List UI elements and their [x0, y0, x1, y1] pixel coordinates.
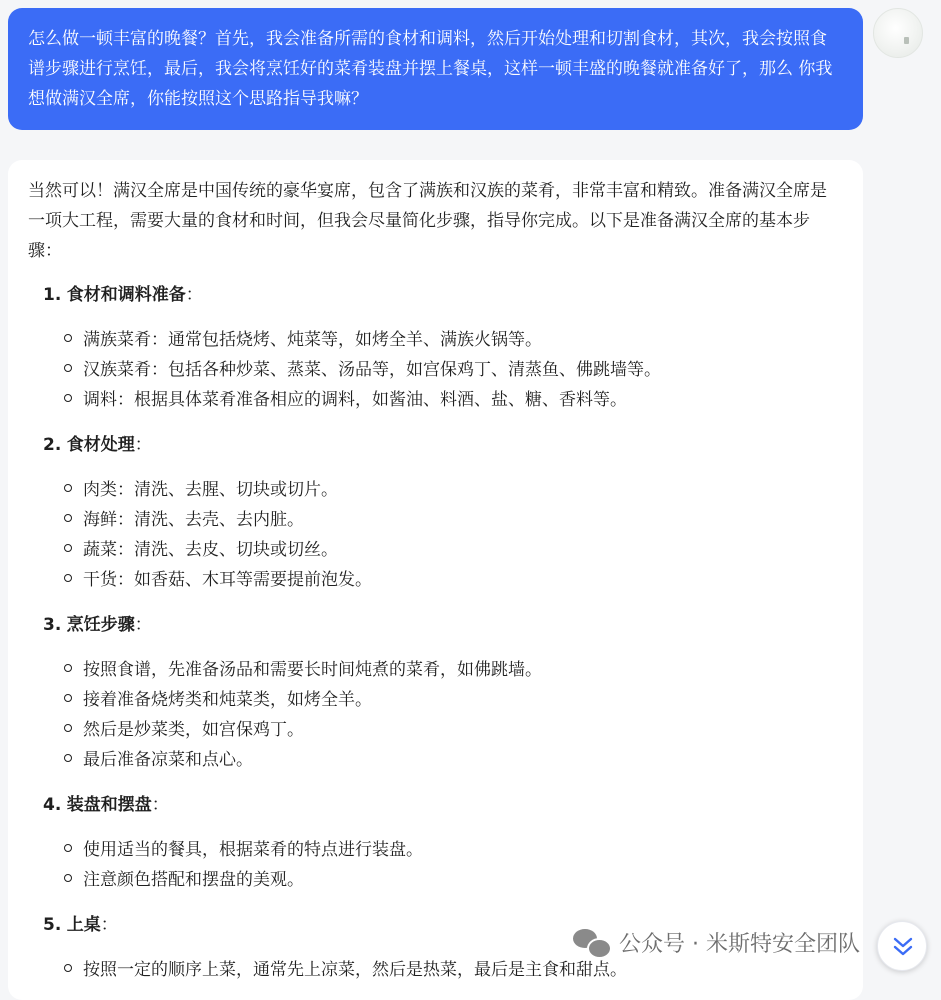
bullet-circle-icon	[64, 964, 72, 972]
assistant-answer-card	[8, 160, 863, 1000]
section-colon: ：	[134, 435, 152, 455]
bullet-circle-icon	[64, 694, 72, 702]
bullet-circle-icon	[64, 364, 72, 372]
list-item-text: 干货：如香菇、木耳等需要提前泡发。	[83, 570, 372, 590]
list-item-text: 肉类：清洗、去腥、切块或切片。	[83, 480, 338, 500]
list-item	[64, 325, 542, 355]
list-item-text: 使用适当的餐具，根据菜肴的特点进行装盘。	[83, 840, 423, 860]
section-title-5	[43, 910, 118, 940]
list-item-text: 海鲜：清洗、去壳、去内脏。	[83, 510, 304, 530]
section-colon: ：	[134, 615, 152, 635]
watermark-text: 公众号 · 米斯特安全团队	[619, 931, 860, 957]
section-name: 上桌	[66, 915, 101, 935]
section-colon: ：	[185, 285, 203, 305]
list-item	[64, 715, 304, 745]
list-item-text: 蔬菜：清洗、去皮、切块或切丝。	[83, 540, 338, 560]
list-item-text: 按照食谱，先准备汤品和需要长时间炖煮的菜肴，如佛跳墙。	[83, 660, 542, 680]
section-name: 烹饪步骤	[66, 615, 135, 635]
list-item-text: 接着准备烧烤类和炖菜类，如烤全羊。	[83, 690, 372, 710]
section-name: 食材处理	[66, 435, 135, 455]
list-item-text: 注意颜色搭配和摆盘的美观。	[83, 870, 304, 890]
bullet-circle-icon	[64, 544, 72, 552]
section-name: 装盘和摆盘	[66, 795, 152, 815]
section-number: 4.	[43, 795, 62, 815]
bullet-circle-icon	[64, 514, 72, 522]
bullet-circle-icon	[64, 874, 72, 882]
section-number: 1.	[43, 285, 62, 305]
list-item	[64, 565, 372, 595]
list-item	[64, 745, 253, 775]
list-item	[64, 505, 304, 535]
bullet-circle-icon	[64, 484, 72, 492]
list-item-text: 汉族菜肴：包括各种炒菜、蒸菜、汤品等，如宫保鸡丁、清蒸鱼、佛跳墙等。	[83, 360, 661, 380]
section-title-4	[43, 790, 169, 820]
list-item	[64, 475, 338, 505]
bullet-circle-icon	[64, 664, 72, 672]
scroll-to-bottom-button[interactable]	[877, 921, 927, 971]
list-item	[64, 655, 542, 685]
list-item	[64, 865, 304, 895]
list-item-text: 满族菜肴：通常包括烧烤、炖菜等，如烤全羊、满族火锅等。	[83, 330, 542, 350]
bullet-circle-icon	[64, 754, 72, 762]
bullet-circle-icon	[64, 574, 72, 582]
list-item-text: 最后准备凉菜和点心。	[83, 750, 253, 770]
double-chevron-down-icon	[891, 936, 915, 958]
section-name: 食材和调料准备	[66, 285, 186, 305]
list-item	[64, 355, 661, 385]
watermark	[573, 922, 860, 962]
section-number: 3.	[43, 615, 62, 635]
list-item	[64, 955, 627, 985]
list-item-text: 然后是炒菜类，如宫保鸡丁。	[83, 720, 304, 740]
bullet-circle-icon	[64, 394, 72, 402]
user-message-text: 怎么做一顿丰富的晚餐？首先，我会准备所需的食材和调料，然后开始处理和切割食材，其次，我会按照食谱步骤进行烹饪，最后，我会将烹饪好的菜肴装盘并摆上餐桌，这样一顿丰盛的晚餐就准备好了，那么 你我想做满汉全席，你能按照这个思路指导我嘛？	[28, 29, 833, 109]
section-colon: ：	[100, 915, 118, 935]
list-item	[64, 685, 372, 715]
user-message-bubble	[8, 8, 863, 130]
section-title-1	[43, 280, 203, 310]
bullet-circle-icon	[64, 844, 72, 852]
section-colon: ：	[151, 795, 169, 815]
bullet-circle-icon	[64, 334, 72, 342]
section-title-2	[43, 430, 152, 460]
bullet-circle-icon	[64, 724, 72, 732]
list-item-text: 调料：根据具体菜肴准备相应的调料，如酱油、料酒、盐、糖、香料等。	[83, 390, 627, 410]
list-item-text: 按照一定的顺序上菜，通常先上凉菜，然后是热菜，最后是主食和甜点。	[83, 960, 627, 980]
list-item	[64, 535, 338, 565]
wechat-icon	[573, 927, 611, 957]
avatar-image-detail	[904, 37, 909, 44]
section-title-3	[43, 610, 152, 640]
answer-intro: 当然可以！满汉全席是中国传统的豪华宴席，包含了满族和汉族的菜肴，非常丰富和精致。准备满汉全席是一项大工程，需要大量的食材和时间，但我会尽量简化步骤，指导你完成。以下是准备满汉全席的基本步骤：	[28, 181, 827, 261]
list-item	[64, 385, 627, 415]
section-number: 5.	[43, 915, 62, 935]
list-item	[64, 835, 423, 865]
section-number: 2.	[43, 435, 62, 455]
user-avatar[interactable]	[873, 8, 923, 58]
